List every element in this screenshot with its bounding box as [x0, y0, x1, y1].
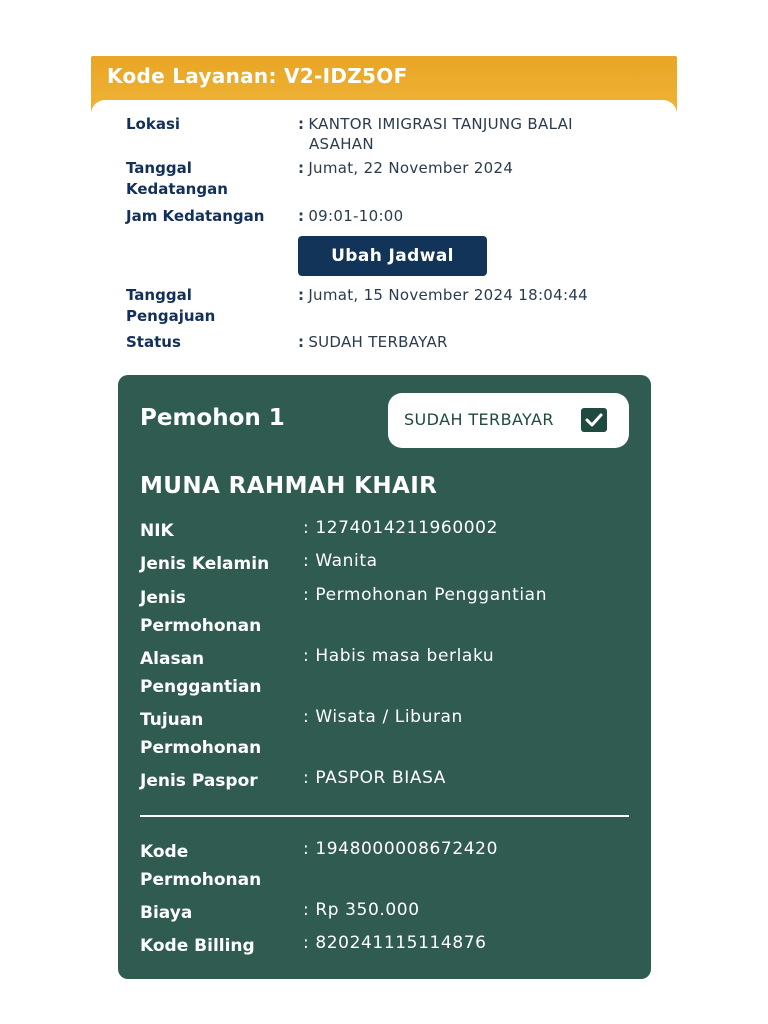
info-label: Lokasi: [126, 115, 181, 133]
payment-status-label: SUDAH TERBAYAR: [404, 410, 554, 429]
info-value: : Jumat, 22 November 2024: [298, 159, 514, 177]
payment-status-badge: [388, 393, 629, 448]
info-value: : Jumat, 15 November 2024 18:04:44: [298, 286, 589, 304]
detail-label: NIK: [140, 521, 174, 541]
detail-label: Kode Billing: [140, 936, 255, 956]
info-value: : 09:01-10:00: [298, 207, 404, 225]
detail-value: : Rp 350.000: [303, 900, 420, 920]
detail-value: : Wisata / Liburan: [303, 707, 463, 727]
info-label: Status: [126, 333, 181, 351]
detail-value: : 820241115114876: [303, 933, 487, 953]
detail-value: : 1274014211960002: [303, 518, 498, 538]
detail-label: Alasan Penggantian: [140, 649, 262, 697]
detail-label: Biaya: [140, 903, 193, 923]
divider: [140, 815, 629, 817]
reschedule-button[interactable]: Ubah Jadwal: [298, 236, 487, 276]
info-label: Jam Kedatangan: [126, 207, 265, 225]
info-label: Tanggal Kedatangan: [126, 159, 228, 198]
check-square-icon: [580, 408, 608, 432]
detail-label: Tujuan Permohonan: [140, 710, 262, 758]
applicant-card: [118, 375, 651, 979]
detail-value: : Habis masa berlaku: [303, 646, 495, 666]
detail-label: Jenis Permohonan: [140, 588, 262, 636]
service-code-title: Kode Layanan: V2-IDZ5OF: [107, 64, 408, 88]
applicant-title: Pemohon 1: [140, 405, 285, 431]
detail-value: : Permohonan Penggantian: [303, 585, 548, 605]
detail-value: : 1948000008672420: [303, 839, 498, 859]
info-value: : SUDAH TERBAYAR: [298, 333, 448, 351]
applicant-name: MUNA RAHMAH KHAIR: [140, 473, 438, 499]
detail-value: : PASPOR BIASA: [303, 768, 447, 788]
detail-value: : Wanita: [303, 551, 378, 571]
info-value: : KANTOR IMIGRASI TANJUNG BALAI ASAHAN: [298, 115, 573, 153]
detail-label: Jenis Paspor: [140, 771, 258, 791]
info-label: Tanggal Pengajuan: [126, 286, 216, 325]
detail-label: Jenis Kelamin: [140, 554, 270, 574]
detail-label: Kode Permohonan: [140, 842, 262, 890]
